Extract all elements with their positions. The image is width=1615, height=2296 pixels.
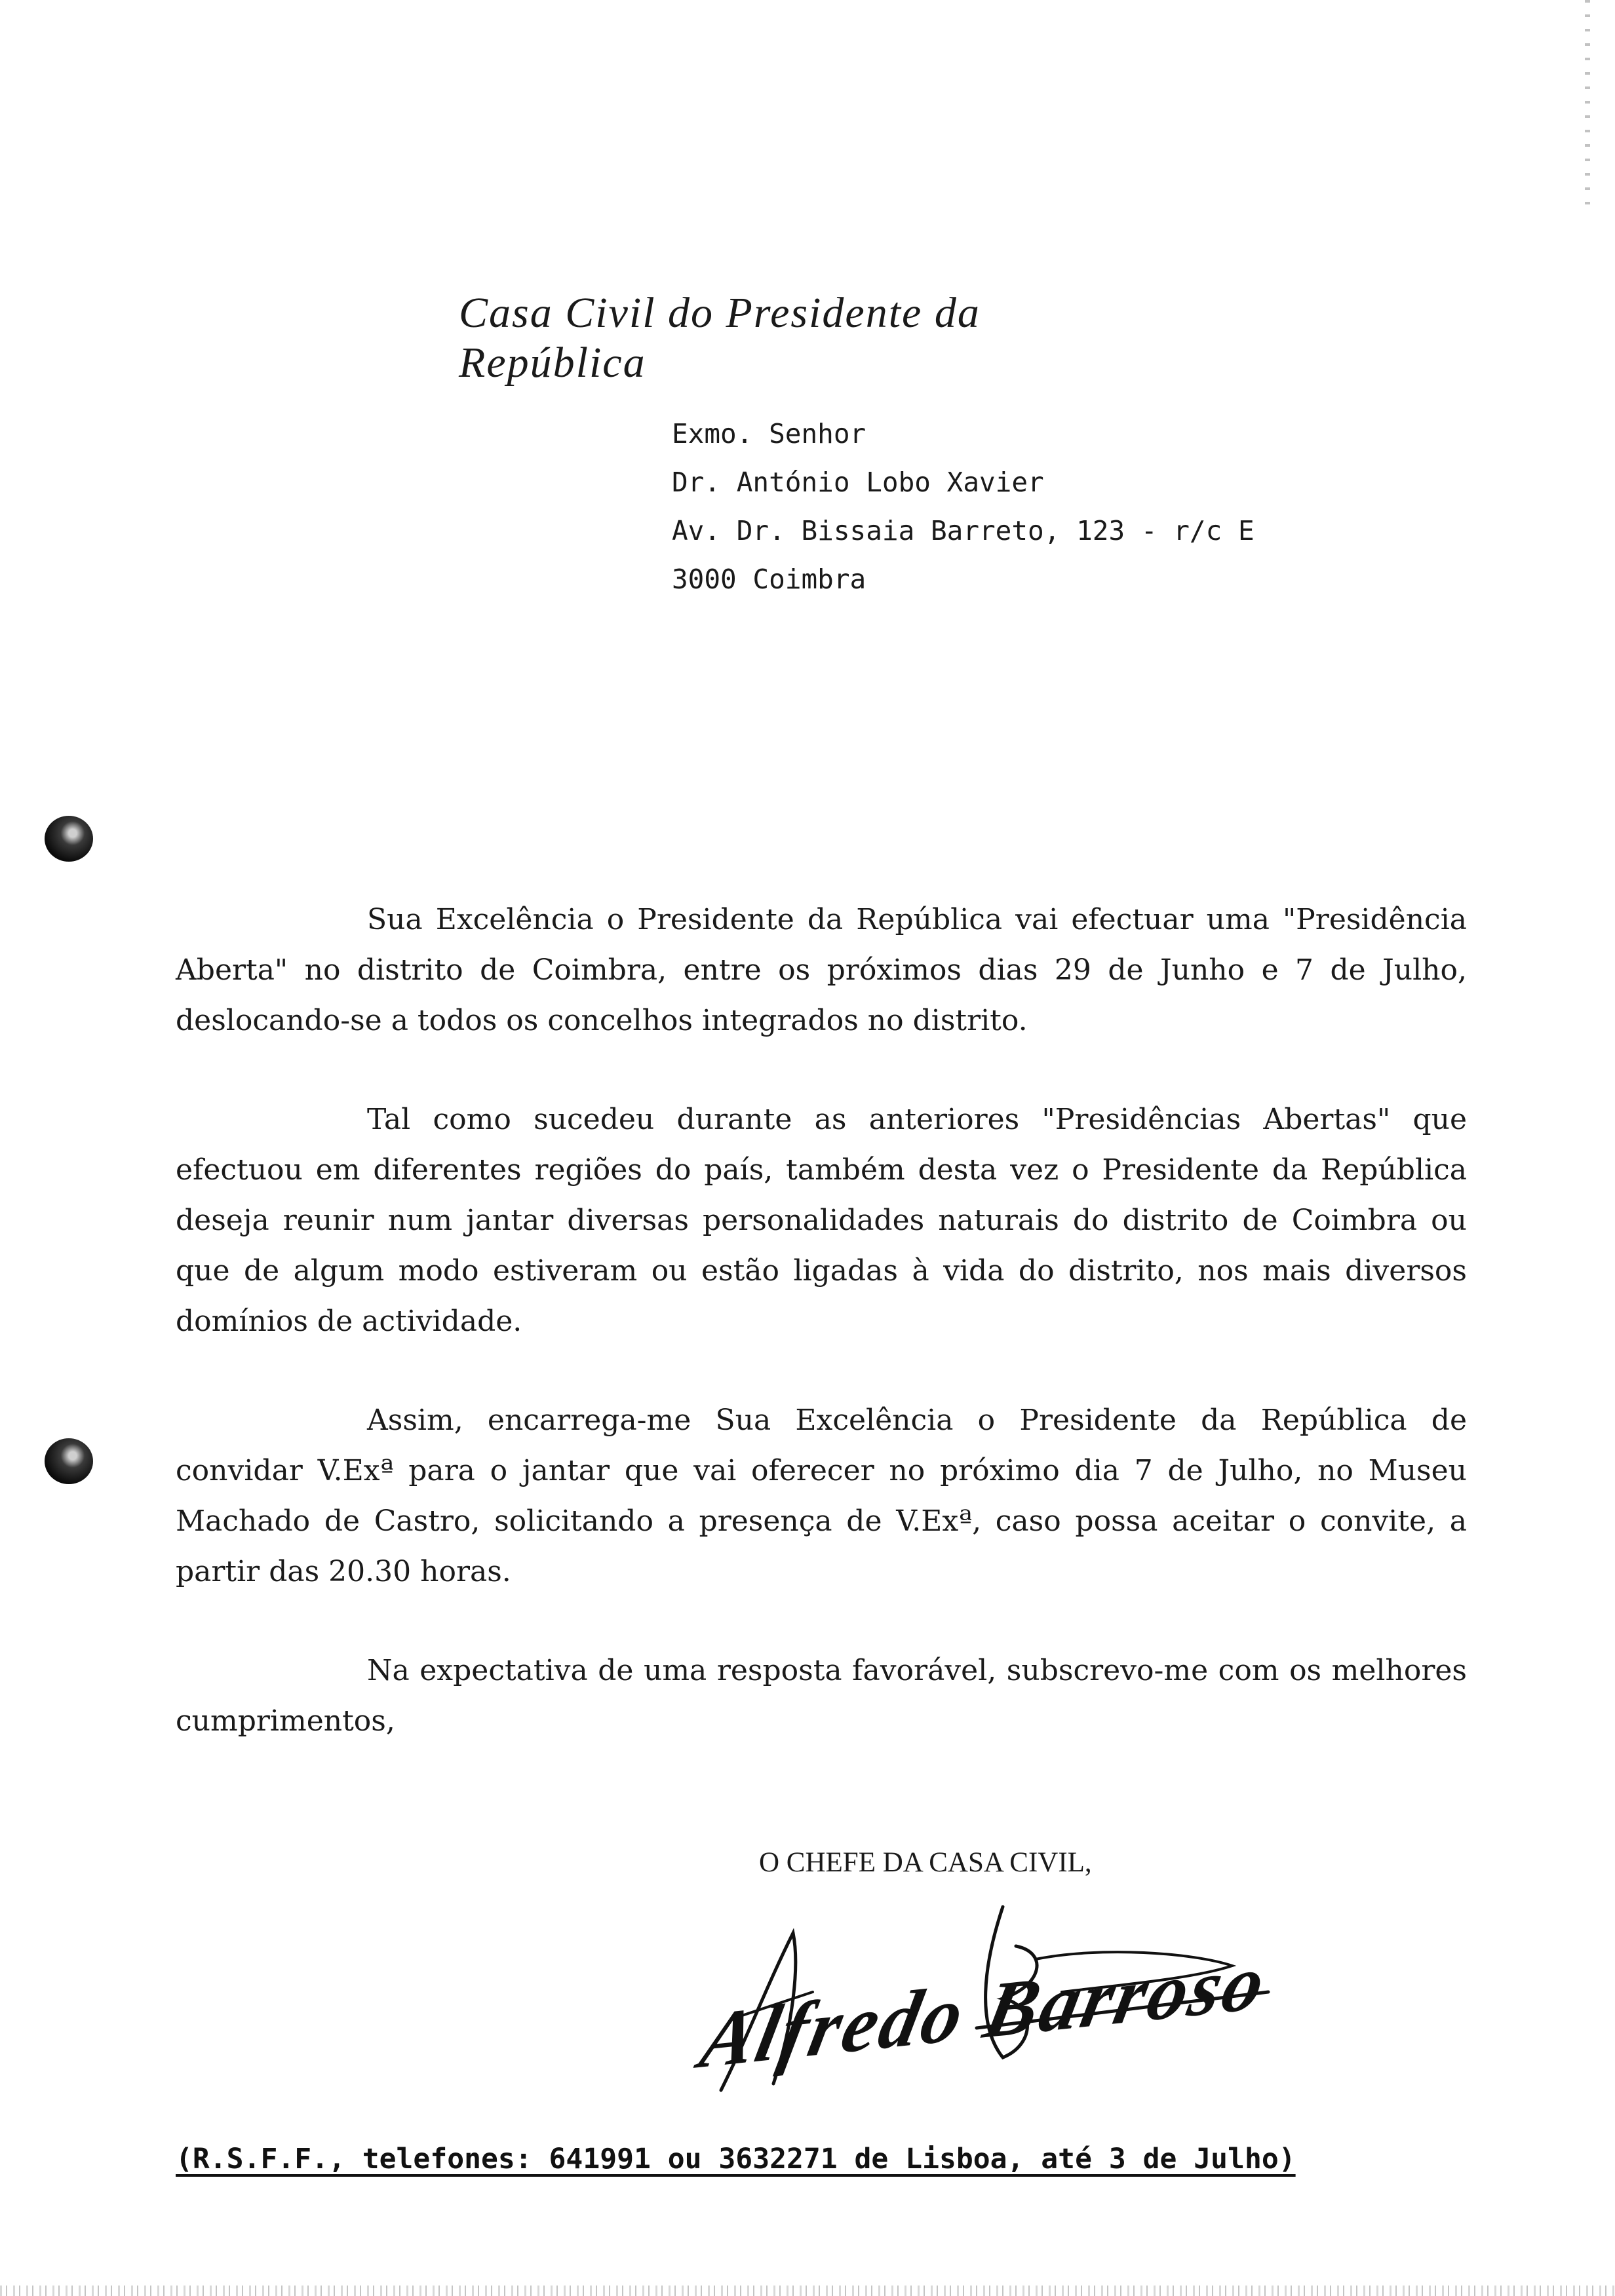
recipient-address bbox=[672, 410, 1255, 603]
scan-edge-mark bbox=[1585, 0, 1590, 210]
closing-title: O CHEFE DA CASA CIVIL, bbox=[759, 1847, 1092, 1878]
handwritten-signature bbox=[695, 1894, 1285, 2110]
recipient-street: Av. Dr. Bissaia Barreto, 123 - r/c E bbox=[672, 515, 1255, 546]
punch-hole-icon bbox=[45, 816, 93, 862]
recipient-name: Dr. António Lobo Xavier bbox=[672, 467, 1044, 498]
body-paragraph: Assim, encarrega-me Sua Excelência o Presidente da República de convidar V.Exª para o jantar que vai oferecer no próximo dia 7 de Julho, no Museu Machado de Castro, solicitando a presença de V.Exª, caso possa aceitar o convite, a partir das 20.30 horas. bbox=[176, 1404, 1467, 1588]
scan-bottom-edge bbox=[0, 2286, 1615, 2296]
body-paragraph: Sua Excelência o Presidente da República vai efectuar uma "Presidência Aberta" no distrito de Coimbra, entre os próximos dias 29 de Junho e 7 de Julho, deslocando-se a todos os concelhos integrados no distrito. bbox=[176, 903, 1467, 1037]
footer-note: (R.S.F.F., telefones: 641991 ou 3632271 de Lisboa, até 3 de Julho) bbox=[176, 2143, 1296, 2175]
letterhead: Casa Civil do Presidente da República bbox=[459, 289, 981, 387]
letter-body bbox=[176, 894, 1467, 1746]
recipient-city: 3000 Coimbra bbox=[672, 564, 866, 595]
recipient-salutation: Exmo. Senhor bbox=[672, 418, 866, 450]
punch-hole-icon bbox=[45, 1438, 93, 1484]
signature-text: Alfredo Barroso bbox=[693, 1936, 1275, 2086]
body-paragraph: Tal como sucedeu durante as anteriores "Presidências Abertas" que efectuou em diferentes regiões do país, também desta vez o Presidente da República deseja reunir num jantar diversas personalidades naturais do distrito de Coimbra ou que de algum modo estiveram ou estão ligadas à vida do distrito, nos mais diversos domínios de actividade. bbox=[176, 1103, 1467, 1338]
body-paragraph: Na expectativa de uma resposta favorável, subscrevo-me com os melhores cumprimentos, bbox=[176, 1654, 1467, 1738]
